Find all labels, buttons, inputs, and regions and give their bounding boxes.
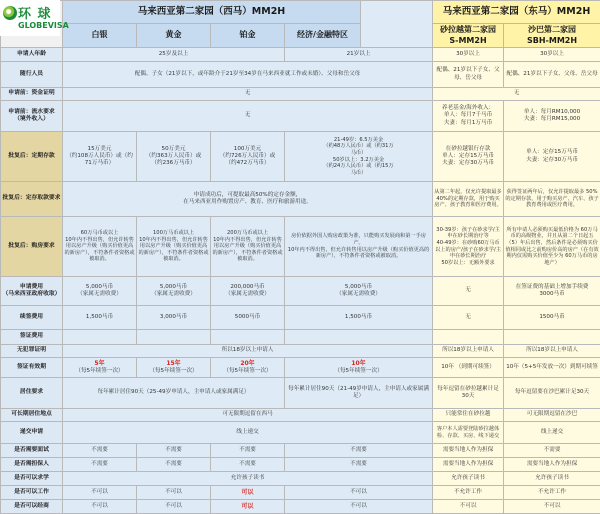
tier-silver: 白银 (63, 24, 137, 48)
work-sez: 不可以 (285, 486, 433, 500)
dependents-sabah: 配偶、21岁以下子女、父母、岳父母 (504, 62, 600, 88)
validity-sez-years: 10年 (351, 359, 366, 367)
deposit-platinum: 100万美元 （约726万人民币）或 （约472万马币） (211, 132, 285, 182)
row-label-dependents: 随行人员 (1, 62, 63, 88)
study-sarawak: 允许孩子读书 (433, 472, 504, 486)
app-fee-platinum: 200,000马币 （家属无需收费） (211, 277, 285, 306)
need-interview-gold: 不需要 (137, 444, 211, 458)
criminal-sabah: 所以18岁以上申请人 (504, 345, 600, 358)
guarantor-gold: 不需要 (137, 458, 211, 472)
deposit-silver: 15万美元 （约108万人民币）或（约 71万马币） (63, 132, 137, 182)
deposit-sarawak: 在砂拉越银行存款 单人：定存15万马币 夫妻：定存30万马币 (433, 132, 504, 182)
location-sarawak: 只能常住在砂拉越 (433, 409, 504, 422)
east-section-title: 马来西亚第二家园（东马）MM2H (433, 1, 600, 24)
study-sabah: 允许孩子读书 (504, 472, 600, 486)
guarantor-sabah: 需要当地人作为担保 (504, 458, 600, 472)
need-interview-sabah: 不需要 (504, 444, 600, 458)
business-platinum: 可以 (211, 500, 285, 514)
need-interview-silver: 不需要 (63, 444, 137, 458)
submission-sarawak: 客户本人需要登陆砂拉越体检、存款、买房、线下递交 (433, 422, 504, 444)
validity-gold (137, 358, 211, 378)
app-fee-silver: 5,000马币 （家属无需收费） (63, 277, 137, 306)
guarantor-silver: 不需要 (63, 458, 137, 472)
west-section-title: 马来西亚第二家园（西马）MM2H (63, 1, 361, 24)
row-label-criminal: 无犯罪证明 (1, 345, 63, 358)
property-platinum: 200万马币或以上 10年内不得出售，但允许转售用以房产升级（购买价值更高的新房产），不符条件者资格或被取消。 (211, 217, 285, 277)
renew-fee-gold: 3,000马币 (137, 306, 211, 330)
row-label-visa-fee: 签证费用 (1, 330, 63, 345)
need-interview-sez: 不需要 (285, 444, 433, 458)
dependents-west: 配偶、子女（21岁以下，或年龄介于21岁至34岁在马来西亚就工作或未婚）、父母和岳父母 (63, 62, 433, 88)
work-platinum: 可以 (211, 486, 285, 500)
dependents-sarawak: 配偶、21岁以下子女、父母、岳父母 (433, 62, 504, 88)
renew-fee-sez: 1,500马币 (285, 306, 433, 330)
visa-fee-gold (137, 330, 211, 345)
tier-sabah: 沙巴第二家园 SBH-MM2H (504, 24, 600, 48)
withdraw-west: 申请成功后，可提取最高50%的定存金额， 在马来西亚用作购置房产、教育、医疗和旅游用途。 (63, 182, 433, 217)
tier-gold: 黄金 (137, 24, 211, 48)
row-label-need-interview: 是否需要面试 (1, 444, 63, 458)
residence-sarawak: 每年逗留在砂拉越累计足30天 (433, 378, 504, 409)
app-fee-sarawak: 无 (433, 277, 504, 306)
property-sez: 房价依据外国人购房政策为准，只能购买发展商和第一手房产。 10年内不得出售，但允许转售用以房产升级（购买价值更高的新房产），不符条件者资格或被取消。 (285, 217, 433, 277)
work-silver: 不可以 (63, 486, 137, 500)
withdraw-sabah: 获得签证两年后，仅允许提取最多 50%的定期存款，用于购买房产、汽车、孩子教育费用或医疗费用。 (504, 182, 600, 217)
app-fee-sabah: 在签证费的基础上增加手续费 3000马币 (504, 277, 600, 306)
withdraw-sarawak: 从第二年起，仅允许提取最多 40%的定期存款，用于购买房产、孩子教育和医疗费用。 (433, 182, 504, 217)
app-fee-sez: 5,000马币 （家属无需收费） (285, 277, 433, 306)
validity-platinum-note: （每5年续签一次） (223, 368, 272, 374)
logo-en: GLOBEVISA (18, 21, 69, 30)
row-label-guarantor: 是否需担保人 (1, 458, 63, 472)
visa-fee-platinum (211, 330, 285, 345)
property-sarawak: 30-39岁：孩子在砂求学/主申在砂长期治疗等 40-49岁：在砂购60万马币以上的房产/孩子在砂求学/主申在砂长期治疗 50岁以上：无额外要求 (433, 217, 504, 277)
row-label-age: 申请人年龄 (1, 48, 63, 62)
visa-fee-sabah (504, 330, 600, 345)
tier-platinum: 铂金 (211, 24, 285, 48)
age-sabah: 30岁以上 (504, 48, 600, 62)
validity-sez (285, 358, 433, 378)
work-gold: 不可以 (137, 486, 211, 500)
age-sarawak: 30岁以上 (433, 48, 504, 62)
business-sabah: 不可以 (504, 500, 600, 514)
deposit-sabah: 单人：定存15万马币 夫妻：定存30万马币 (504, 132, 600, 182)
capital-east: 无 (433, 88, 600, 101)
validity-silver-note: （每5年续签一次） (75, 368, 124, 374)
submission-west: 线上递交 (63, 422, 433, 444)
guarantor-platinum: 不需要 (211, 458, 285, 472)
need-interview-platinum: 不需要 (211, 444, 285, 458)
residence-west: 每年累计居住90天（25-49岁申请人，主申请人或家属满足） (63, 378, 285, 409)
validity-silver-years: 5年 (94, 359, 105, 367)
study-west: 允许孩子读书 (63, 472, 433, 486)
row-label-withdraw: 批复后：定存取款要求 (1, 182, 63, 217)
work-sabah: 不允许工作 (504, 486, 600, 500)
app-fee-gold: 5,000马币 （家属无需收费） (137, 277, 211, 306)
renew-fee-silver: 1,500马币 (63, 306, 137, 330)
validity-gold-years: 15年 (166, 359, 181, 367)
tier-sez: 经济/金融特区 (285, 24, 361, 48)
validity-gold-note: （每5年续签一次） (149, 368, 198, 374)
tier-sarawak: 砂拉越第二家园 S-MM2H (433, 24, 504, 48)
age-sez: 21岁以上 (285, 48, 433, 62)
renew-fee-platinum: 5000马币 (211, 306, 285, 330)
work-sarawak: 不允许工作 (433, 486, 504, 500)
validity-sabah: 10年（5+5年发放一次）到期可续签 (504, 358, 600, 378)
validity-sarawak: 10年 （到期可续签） (433, 358, 504, 378)
renew-fee-sarawak: 无 (433, 306, 504, 330)
validity-platinum-years: 20年 (240, 359, 255, 367)
row-label-capital: 申请前：资金证明 (1, 88, 63, 101)
row-label-property: 批复后：购房要求 (1, 217, 63, 277)
residence-sez: 每年累计居住90天（21-49岁申请人，主申请人或家属满足） (285, 378, 433, 409)
row-label-residence: 居住要求 (1, 378, 63, 409)
validity-silver (63, 358, 137, 378)
income-sabah: 单人：每月RM10,000 夫妻：每月RM15,000 (504, 101, 600, 132)
business-sarawak: 不可以 (433, 500, 504, 514)
row-label-deposit: 批复后：定期存款 (1, 132, 63, 182)
row-label-app-fee: 申请费用 （马来西亚政府收取） (1, 277, 63, 306)
globe-icon (3, 6, 17, 20)
guarantor-sez: 不需要 (285, 458, 433, 472)
need-interview-sarawak: 需要当地人作为担保 (433, 444, 504, 458)
business-sez: 不可以 (285, 500, 433, 514)
validity-sez-note: （每5年续签一次） (334, 368, 383, 374)
row-label-business: 是否可以经商 (1, 500, 63, 514)
property-silver: 60万马币或以上 10年内不得出售，但允许转售用以房产升级（购买价值更高的新房产），不符条件者资格或被取消。 (63, 217, 137, 277)
deposit-sez: 21-49岁：6.5万美金 （约48万人民币）或（约31万 马币） 50岁以上：3.2万美金 （约24万人民币）或（约15万 马币） (285, 132, 433, 182)
income-sarawak: 养老基金/海外收入： 单人：每月7千马币 夫妻：每月1万马币 (433, 101, 504, 132)
capital-west: 无 (63, 88, 433, 101)
logo (0, 0, 69, 36)
property-gold: 100万马币或以上 10年内不得出售，但允许转售用以房产升级（购买价值更高的新房产），不符条件者资格或被取消。 (137, 217, 211, 277)
validity-platinum (211, 358, 285, 378)
residence-sabah: 每年逗留要在沙巴累计足30天 (504, 378, 600, 409)
location-west: 可无限期逗留在西马 (63, 409, 433, 422)
row-label-validity: 签证有效期 (1, 358, 63, 378)
visa-fee-sarawak (433, 330, 504, 345)
income-west: 无 (63, 101, 433, 132)
renew-fee-sabah: 1500马币 (504, 306, 600, 330)
submission-sabah: 线上递交 (504, 422, 600, 444)
row-label-work: 是否可以工作 (1, 486, 63, 500)
business-silver: 不可以 (63, 500, 137, 514)
visa-fee-silver (63, 330, 137, 345)
criminal-sarawak: 所以18岁以上申请人 (433, 345, 504, 358)
visa-fee-sez (285, 330, 433, 345)
row-label-study: 是否可以求学 (1, 472, 63, 486)
row-label-renew-fee: 续签费用 (1, 306, 63, 330)
criminal-west: 所以18岁以上申请人 (63, 345, 433, 358)
age-west: 25岁及以上 (63, 48, 285, 62)
row-label-income: 申请前：流水要求 （境外收入） (1, 101, 63, 132)
logo-cn: 环 球 (18, 7, 52, 22)
business-gold: 不可以 (137, 500, 211, 514)
property-sabah: 所有申请人必须购买最低价格为 60万马币的高级物业，并且从第二个日起五（5）年后出售，然后条件是必须购买价值相同或比之前购房价高的房产（在有效期内仅需购买价值至少为 60万马币的房地产） (504, 217, 600, 277)
west-spacer (361, 1, 433, 48)
row-label-location: 可长期居住地点 (1, 409, 63, 422)
deposit-gold: 50万美元 （约363万人民币）或 （约236万马币） (137, 132, 211, 182)
row-label-submission: 递交申请 (1, 422, 63, 444)
guarantor-sarawak: 需要当地人作为担保 (433, 458, 504, 472)
location-sabah: 可无限期逗留在沙巴 (504, 409, 600, 422)
